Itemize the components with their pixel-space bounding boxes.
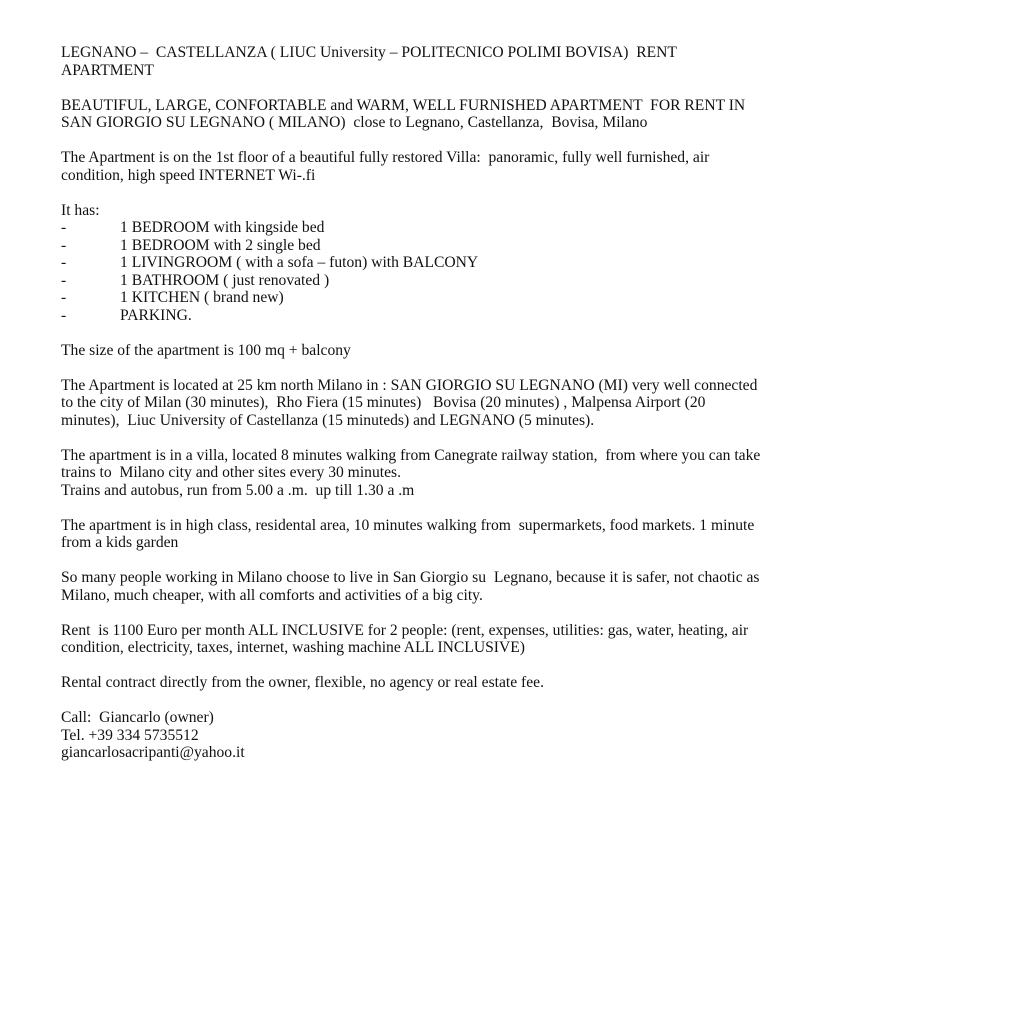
list-dash: - [61,289,67,306]
list-dash: - [61,306,67,324]
list-dash: - [61,271,67,289]
contract-line: Rental contract directly from the owner, flexible, no agency or real estate fee. [61,674,544,691]
list-item-text: 1 LIVINGROOM ( with a sofa – futon) with BALCONY [120,254,479,271]
contact-block [61,709,971,762]
location-line: minutes), Liuc University of Castellanza (15 minuteds) and LEGNANO (5 minutes). [61,411,595,429]
why-line: So many people working in Milano choose to live in San Giorgio su Legnano, because it is safer, not chaotic as [61,569,760,586]
headline-line: SAN GIORGIO SU LEGNANO ( MILANO) close to Legnano, Castellanza, Bovisa, Milano [61,114,648,131]
trains-line: Trains and autobus, run from 5.00 a .m. up till 1.30 a .m [61,481,415,499]
why-line: Milano, much cheaper, with all comforts and activities of a big city. [61,586,483,604]
list-dash: - [61,254,67,271]
list-item [61,289,971,307]
area-line: The apartment is in high class, residental area, 10 minutes walking from supermarkets, food markets. 1 minute [61,516,755,534]
intro-paragraph [61,149,971,184]
list-item-text: 1 BEDROOM with 2 single bed [120,236,321,254]
headline-line: BEAUTIFUL, LARGE, CONFORTABLE and WARM, WELL FURNISHED APARTMENT FOR RENT IN [61,96,746,114]
size-paragraph [61,342,971,360]
intro-line: condition, high speed INTERNET Wi-.fi [61,166,316,184]
trains-paragraph [61,447,971,500]
contact-call: Call: Giancarlo (owner) [61,709,214,726]
list-item [61,254,971,272]
list-dash: - [61,236,67,254]
title-line: APARTMENT [61,61,154,79]
rent-line: condition, electricity, taxes, internet, washing machine ALL INCLUSIVE) [61,639,525,656]
trains-line: The apartment is in a villa, located 8 minutes walking from Canegrate railway station, from where you can take [61,446,761,464]
list-item [61,272,971,290]
title-line: LEGNANO – CASTELLANZA ( LIUC University – POLITECNICO POLIMI BOVISA) RENT [61,44,677,61]
list-item [61,237,971,255]
list-item-text: PARKING. [120,306,192,324]
contact-phone: Tel. +39 334 5735512 [61,726,199,744]
document-page [61,44,971,762]
why-paragraph [61,569,971,604]
contract-paragraph [61,674,971,692]
location-paragraph [61,377,971,430]
rent-line: Rent is 1100 Euro per month ALL INCLUSIVE for 2 people: (rent, expenses, utilities: gas, water, heating, air [61,621,749,639]
trains-line: trains to Milano city and other sites every 30 minutes. [61,464,401,481]
features-list [61,219,971,324]
list-item-text: 1 BEDROOM with kingside bed [120,219,325,236]
location-line: to the city of Milan (30 minutes), Rho Fiera (15 minutes) Bovisa (20 minutes) , Malpensa Airport (20 [61,394,706,411]
features-intro: It has: [61,201,100,219]
headline-paragraph [61,97,971,132]
list-item-text: 1 BATHROOM ( just renovated ) [120,271,330,289]
contact-email: giancarlosacripanti@yahoo.it [61,744,245,761]
area-line: from a kids garden [61,534,179,551]
rent-paragraph [61,622,971,657]
location-line: The Apartment is located at 25 km north Milano in : SAN GIORGIO SU LEGNANO (MI) very well connected [61,376,758,394]
list-item [61,307,971,325]
document-title [61,44,971,79]
size-line: The size of the apartment is 100 mq + balcony [61,341,351,359]
area-paragraph [61,517,971,552]
intro-line: The Apartment is on the 1st floor of a beautiful fully restored Villa: panoramic, fully well furnished, air [61,149,710,166]
list-item-text: 1 KITCHEN ( brand new) [120,289,284,306]
list-dash: - [61,219,67,236]
list-item [61,219,971,237]
